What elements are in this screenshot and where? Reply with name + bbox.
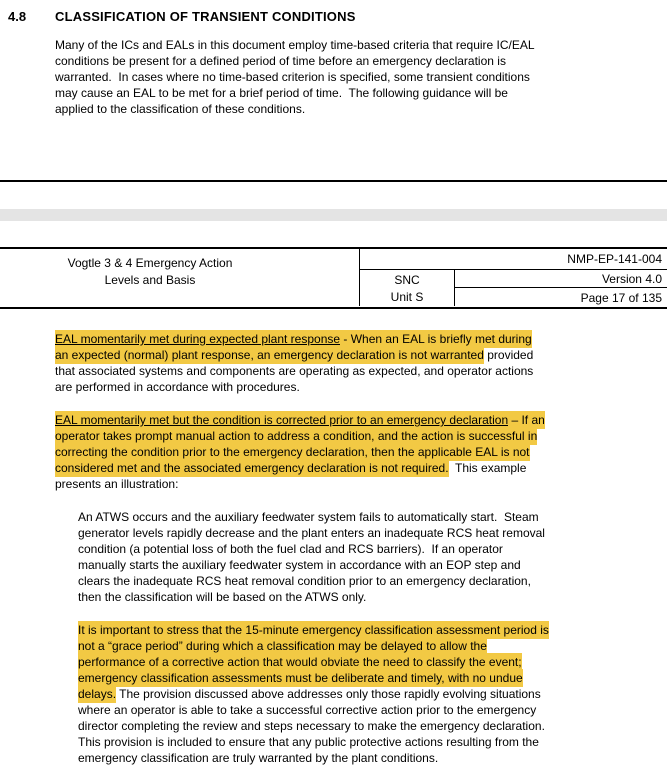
version-cell: Version 4.0 — [455, 270, 667, 288]
paragraph-eal-condition-corrected — [55, 412, 655, 492]
highlighted-text: performance of a corrective action that would obviate the need to classify the event; — [78, 655, 522, 669]
company-unit-cell — [360, 270, 455, 306]
highlighted-text: emergency classification assessments must be deliberate and timely, with no undue — [78, 671, 523, 685]
document-title-line1: Vogtle 3 & 4 Emergency Action — [67, 256, 233, 270]
highlighted-text: operator takes prompt manual action to address a condition, and the action is successful in — [55, 429, 538, 443]
underlined-phrase: EAL momentarily met but the condition is corrected prior to an emergency declaration — [55, 413, 509, 427]
paragraph-atws-example — [78, 509, 658, 605]
document-title-line2: Levels and Basis — [104, 273, 196, 287]
text-run: This example — [448, 461, 527, 475]
text-run: presents an illustration: — [55, 477, 179, 491]
section-title: CLASSIFICATION OF TRANSIENT CONDITIONS — [55, 9, 356, 24]
text-run: where an operator is able to take a successful corrective action prior to the emergency — [78, 703, 537, 717]
text-run: manually starts the auxiliary feedwater system in accordance with an EOP step and — [78, 558, 521, 572]
gray-divider-band — [0, 209, 667, 221]
underlined-phrase: EAL momentarily met during expected plant response — [55, 332, 341, 346]
highlighted-text: – If an — [508, 413, 545, 427]
highlighted-text: delays. — [78, 687, 117, 701]
highlighted-text: considered met and the associated emergency declaration is not required. — [55, 461, 449, 475]
text-run: condition (a potential loss of both the fuel clad and RCS barriers). If an operator — [78, 542, 503, 556]
text-run: Many of the ICs and EALs in this document employ time-based criteria that require IC/EAL — [55, 38, 535, 52]
text-run: may cause an EAL to be met for a brief period of time. The following guidance will be — [55, 86, 508, 100]
intro-paragraph — [55, 37, 655, 117]
text-run: director completing the review and steps necessary to make the emergency declaration. — [78, 719, 545, 733]
text-run: that associated systems and components are operating as expected, and operator actions — [55, 364, 534, 378]
text-run: applied to the classification of these conditions. — [55, 102, 306, 116]
text-run: clears the inadequate RCS heat removal condition prior to an emergency declaration, — [78, 574, 531, 588]
text-run: generator levels rapidly decrease and the plant enters an inadequate RCS heat removal — [78, 526, 545, 540]
text-run: provided — [483, 348, 534, 362]
highlighted-text: correcting the condition prior to the emergency declaration, then the applicable EAL is not — [55, 445, 530, 459]
unit-name: Unit S — [390, 290, 424, 304]
document-header-table — [0, 247, 667, 309]
text-run: This provision is included to ensure that any public protective actions resulting from the — [78, 735, 539, 749]
highlighted-text: It is important to stress that the 15-minute emergency classification assessment period is — [78, 623, 549, 637]
text-run: then the classification will be based on the ATWS only. — [78, 590, 367, 604]
document-number-cell: NMP-EP-141-004 — [360, 249, 667, 270]
highlighted-text: an expected (normal) plant response, an emergency declaration is not warranted — [55, 348, 484, 362]
highlighted-text: not a “grace period” during which a classification may be delayed to allow the — [78, 639, 487, 653]
text-run: emergency classification are truly warranted by the plant conditions. — [78, 751, 439, 765]
highlighted-text: - When an EAL is briefly met during — [340, 332, 532, 346]
paragraph-fifteen-minute-period — [78, 622, 658, 766]
company-name: SNC — [394, 273, 420, 287]
text-run: The provision discussed above addresses only those rapidly evolving situations — [116, 687, 541, 701]
section-number: 4.8 — [8, 9, 27, 24]
text-run: An ATWS occurs and the auxiliary feedwater system fails to automatically start. Steam — [78, 510, 539, 524]
page-divider-line — [0, 180, 667, 182]
paragraph-eal-expected-response — [55, 331, 655, 395]
document-title-cell — [0, 249, 360, 306]
text-run: are performed in accordance with procedures. — [55, 380, 300, 394]
page-number-cell: Page 17 of 135 — [580, 291, 662, 305]
text-run: conditions be present for a defined period of time before an emergency declaration is — [55, 54, 506, 68]
text-run: warranted. In cases where no time-based criterion is specified, some transient conditions — [55, 70, 530, 84]
